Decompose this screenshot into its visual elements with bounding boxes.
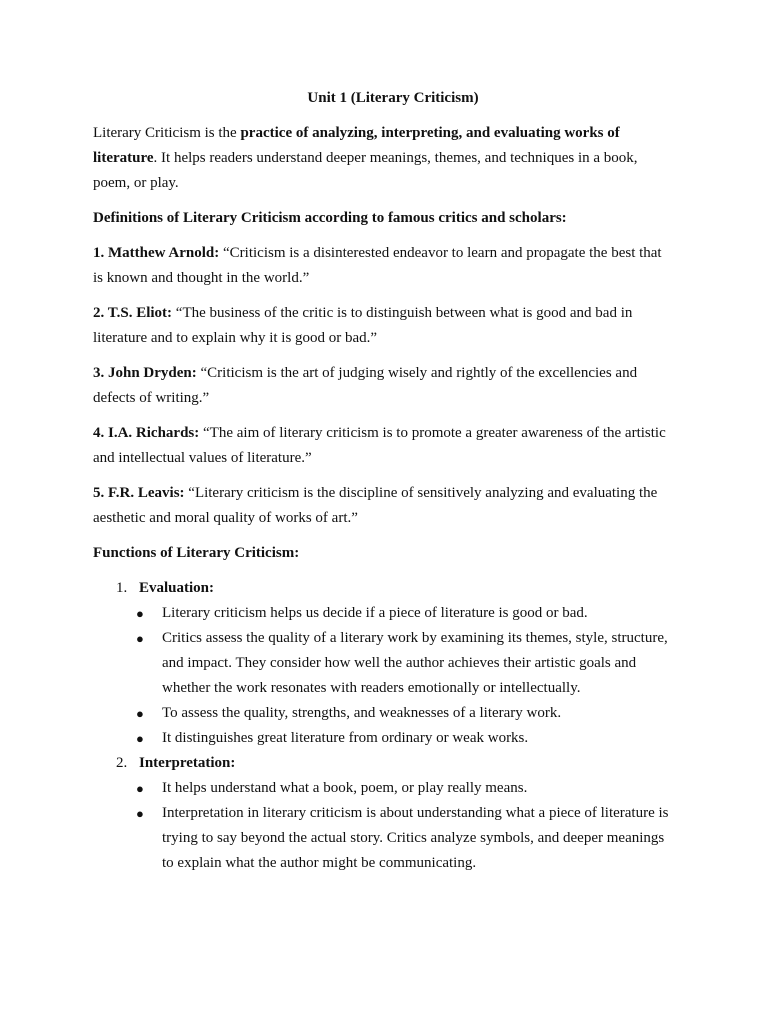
bullet-item (136, 726, 673, 751)
definition-critic: 5. F.R. Leavis: (93, 485, 185, 501)
bullet-icon: ● (136, 606, 144, 621)
bullet-icon: ● (136, 706, 144, 721)
definition-critic: 1. Matthew Arnold: (93, 245, 220, 261)
definition-item (93, 301, 673, 351)
definitions-heading: Definitions of Literary Criticism according to famous critics and scholars: (93, 210, 567, 226)
definition-quote: “The aim of literary criticism is to promote a greater awareness of the artistic and intellectual values of literature.” (93, 425, 666, 466)
bullet-icon: ● (136, 781, 144, 796)
definition-item (93, 241, 673, 291)
bullet-text: To assess the quality, strengths, and weaknesses of a literary work. (162, 705, 562, 721)
functions-heading: Functions of Literary Criticism: (93, 545, 300, 561)
bullet-text: Literary criticism helps us decide if a piece of literature is good or bad. (162, 605, 588, 621)
bullet-item (136, 601, 673, 626)
definition-quote: “The business of the critic is to distinguish between what is good and bad in literature and to explain why it is good or bad.” (93, 305, 633, 346)
bullet-icon: ● (136, 731, 144, 746)
bullet-icon: ● (136, 631, 144, 646)
bullet-item (136, 801, 673, 876)
document-page (93, 86, 673, 876)
function-bullets (136, 776, 673, 876)
bullet-item (136, 626, 673, 701)
definition-critic: 3. John Dryden: (93, 365, 197, 381)
intro-bold-definition: practice of analyzing, interpreting, and evaluating works of literature (93, 125, 620, 166)
bullet-text: It helps understand what a book, poem, or play really means. (162, 780, 528, 796)
function-number: 2. (116, 755, 128, 771)
bullet-text: Critics assess the quality of a literary work by examining its themes, style, structure, and impact. They consider how well the author achieves their artistic goals and whether the work resonates with readers emotionally or intellectually. (162, 630, 668, 696)
bullet-item (136, 701, 673, 726)
intro-paragraph (93, 121, 673, 196)
definition-quote: “Literary criticism is the discipline of sensitively analyzing and evaluating the aesthetic and moral quality of works of art.” (93, 485, 658, 526)
bullet-text: Interpretation in literary criticism is about understanding what a piece of literature is trying to say beyond the actual story. Critics analyze symbols, and deeper meanings to explain what the author might be communicating. (162, 805, 669, 871)
definition-critic: 2. T.S. Eliot: (93, 305, 173, 321)
function-item (93, 576, 673, 751)
intro-text-start: Literary Criticism is the (93, 125, 241, 141)
definitions-list (93, 241, 673, 531)
definition-critic: 4. I.A. Richards: (93, 425, 200, 441)
function-bullets (136, 601, 673, 751)
definition-quote: “Criticism is the art of judging wisely and rightly of the excellencies and defects of writing.” (93, 365, 638, 406)
definition-item (93, 361, 673, 411)
bullet-text: It distinguishes great literature from ordinary or weak works. (162, 730, 529, 746)
definition-item (93, 421, 673, 471)
definition-item (93, 481, 673, 531)
bullet-icon: ● (136, 806, 144, 821)
definition-quote: “Criticism is a disinterested endeavor to learn and propagate the best that is known and thought in the world.” (93, 245, 662, 286)
function-title: Interpretation: (139, 755, 236, 771)
bullet-item (136, 776, 673, 801)
functions-list (93, 576, 673, 876)
function-title: Evaluation: (139, 580, 215, 596)
document-title: Unit 1 (Literary Criticism) (307, 90, 479, 106)
intro-text-end: . It helps readers understand deeper meanings, themes, and techniques in a book, poem, or play. (93, 150, 638, 191)
function-number: 1. (116, 580, 128, 596)
function-item (93, 751, 673, 876)
